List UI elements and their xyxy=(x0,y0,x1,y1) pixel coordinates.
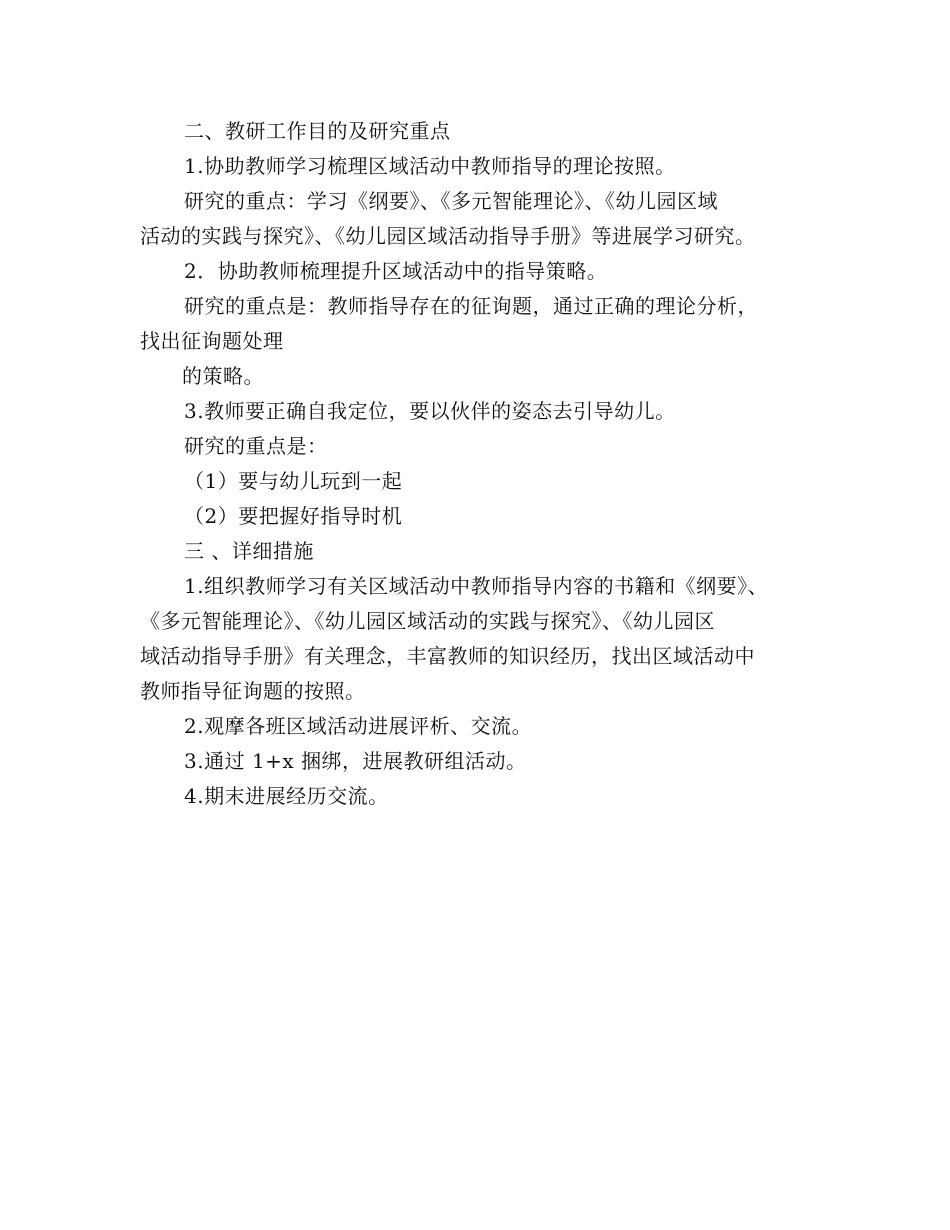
objective-3-focus: 研究的重点是： xyxy=(184,434,328,458)
section-heading-measures: 三 、详细措施 xyxy=(184,539,314,563)
document-body xyxy=(140,114,830,814)
measure-3: 3.通过 1+x 捆绑，进展教研组活动。 xyxy=(184,749,527,773)
objective-1-focus-continued: 活动的实践与探究》、《幼儿园区域活动指导手册》等进展学习研究。 xyxy=(140,224,756,248)
measure-2: 2.观摩各班区域活动进展评析、交流。 xyxy=(184,714,533,738)
objective-3-point-2: （2）要把握好指导时机 xyxy=(184,504,403,528)
measure-4: 4.期末进展经历交流。 xyxy=(184,784,389,808)
measure-1-continued-a: 《多元智能理论》、《幼儿园区域活动的实践与探究》、《幼儿园区 xyxy=(140,609,715,633)
objective-1-focus: 研究的重点：学习《纲要》、《多元智能理论》、《幼儿园区域 xyxy=(184,189,718,213)
objective-2-title: 2．协助教师梳理提升区域活动中的指导策略。 xyxy=(184,259,608,283)
objective-3-title: 3.教师要正确自我定位，要以伙伴的姿态去引导幼儿。 xyxy=(184,399,676,423)
objective-3-point-1: （1）要与幼儿玩到一起 xyxy=(184,469,403,493)
objective-1-title: 1.协助教师学习梳理区域活动中教师指导的理论按照。 xyxy=(184,154,676,178)
objective-2-focus-end: 的策略。 xyxy=(182,364,264,388)
measure-1-continued-c: 教师指导征询题的按照。 xyxy=(140,679,366,703)
measure-1: 1.组织教师学习有关区域活动中教师指导内容的书籍和《纲要》、 xyxy=(184,574,769,598)
objective-2-focus: 研究的重点是：教师指导存在的征询题，通过正确的理论分析， xyxy=(184,294,758,318)
measure-1-continued-b: 域活动指导手册》有关理念，丰富教师的知识经历，找出区域活动中 xyxy=(140,644,755,668)
objective-2-focus-continued: 找出征询题处理 xyxy=(140,329,284,353)
section-heading-objectives: 二、教研工作目的及研究重点 xyxy=(184,119,451,143)
